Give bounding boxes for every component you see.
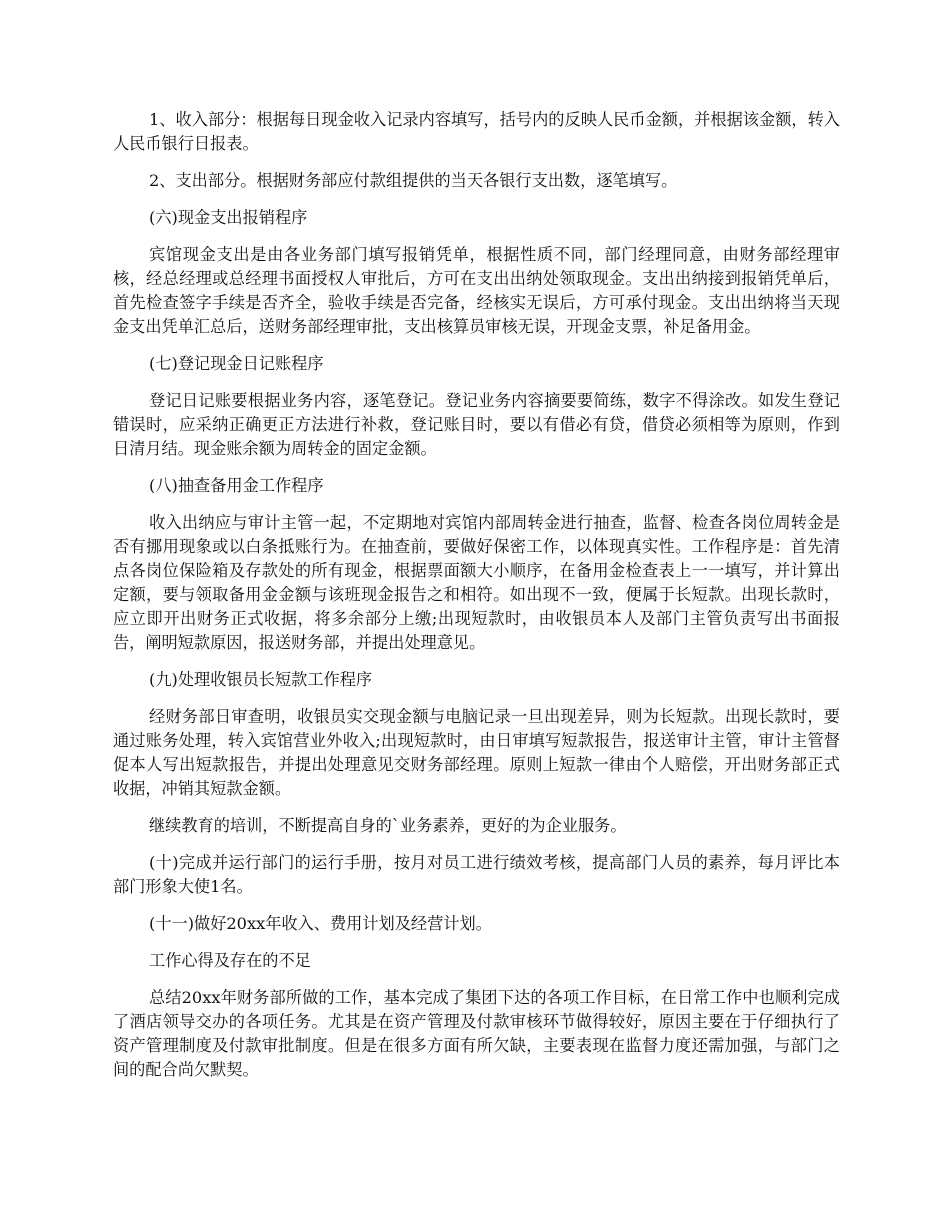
paragraph-expense-part: 2、支出部分。根据财务部应付款组提供的当天各银行支出数，逐笔填写。 xyxy=(149,171,678,190)
document-body xyxy=(113,108,840,1095)
heading-cashier-discrepancy-procedure: (九)处理收银员长短款工作程序 xyxy=(149,670,373,689)
paragraph-petty-cash-check: 收入出纳应与审计主管一起，不定期地对宾馆内部周转金进行抽查，监督、检查各岗位周转金是否有挪用现象或以白条抵账行为。在抽查前，要做好保密工作，以体现真实性。工作程序是：首先清点各岗位保险箱及存款处的所有现金，根据票面额大小顺序，在备用金检查表上一一填写，并计算出定额，要与领取备用金金额与该班现金报告之和相符。如出现不一致，便属于长短款。出现长款时，应立即开出财务正式收据，将多余部分上缴;出现短款时，由收银员本人及部门主管负责写出书面报告，阐明短款原因，报送财务部，并提出处理意见。 xyxy=(113,513,840,652)
paragraph-income-part: 1、收入部分：根据每日现金收入记录内容填写，括号内的反映人民币金额，并根据该金额，转入人民币银行日报表。 xyxy=(113,110,840,153)
paragraph-operation-manual: (十)完成并运行部门的运行手册，按月对员工进行绩效考核，提高部门人员的素养，每月评比本部门形象大使1名。 xyxy=(113,853,840,896)
paragraph-cash-journal: 登记日记账要根据业务内容，逐笔登记。登记业务内容摘要要简练，数字不得涂改。如发生登记错误时，应采纳正确更正方法进行补救，登记账目时，要以有借必有贷，借贷必须相等为原则，作到日清月结。现金账余额为周转金的固定金额。 xyxy=(113,391,840,458)
heading-petty-cash-check-procedure: (八)抽查备用金工作程序 xyxy=(149,476,324,495)
paragraph-annual-plan: (十一)做好20xx年收入、费用计划及经营计划。 xyxy=(149,914,492,933)
heading-cash-journal-procedure: (七)登记现金日记账程序 xyxy=(149,354,324,373)
paragraph-summary: 总结20xx年财务部所做的工作，基本完成了集团下达的各项工作目标，在日常工作中也顺利完成了酒店领导交办的各项任务。尤其是在资产管理及付款审核环节做得较好，原因主要在于仔细执行了资产管理制度及付款审批制度。但是在很多方面有所欠缺，主要表现在监督力度还需加强，与部门之间的配合尚欠默契。 xyxy=(113,988,840,1079)
paragraph-training: 继续教育的培训，不断提高自身的`业务素养，更好的为企业服务。 xyxy=(149,816,627,835)
paragraph-cash-expense: 宾馆现金支出是由各业务部门填写报销凭单，根据性质不同，部门经理同意，由财务部经理审核，经总经理或总经理书面授权人审批后，方可在支出出纳处领取现金。支出出纳接到报销凭单后，首先检查签字手续是否齐全，验收手续是否完备，经核实无误后，方可承付现金。支出出纳将当天现金支出凭单汇总后，送财务部经理审批，支出核算员审核无误，开现金支票，补足备用金。 xyxy=(113,245,840,336)
heading-experience-shortcomings: 工作心得及存在的不足 xyxy=(149,951,311,970)
heading-cash-expense-procedure: (六)现金支出报销程序 xyxy=(149,208,308,227)
paragraph-cashier-discrepancy: 经财务部日审查明，收银员实交现金额与电脑记录一旦出现差异，则为长短款。出现长款时，要通过账务处理，转入宾馆营业外收入;出现短款时，由日审填写短款报告，报送审计主管，审计主管督促本人写出短款报告，并提出处理意见交财务部经理。原则上短款一律由个人赔偿，开出财务部正式收据，冲销其短款金额。 xyxy=(113,707,840,798)
